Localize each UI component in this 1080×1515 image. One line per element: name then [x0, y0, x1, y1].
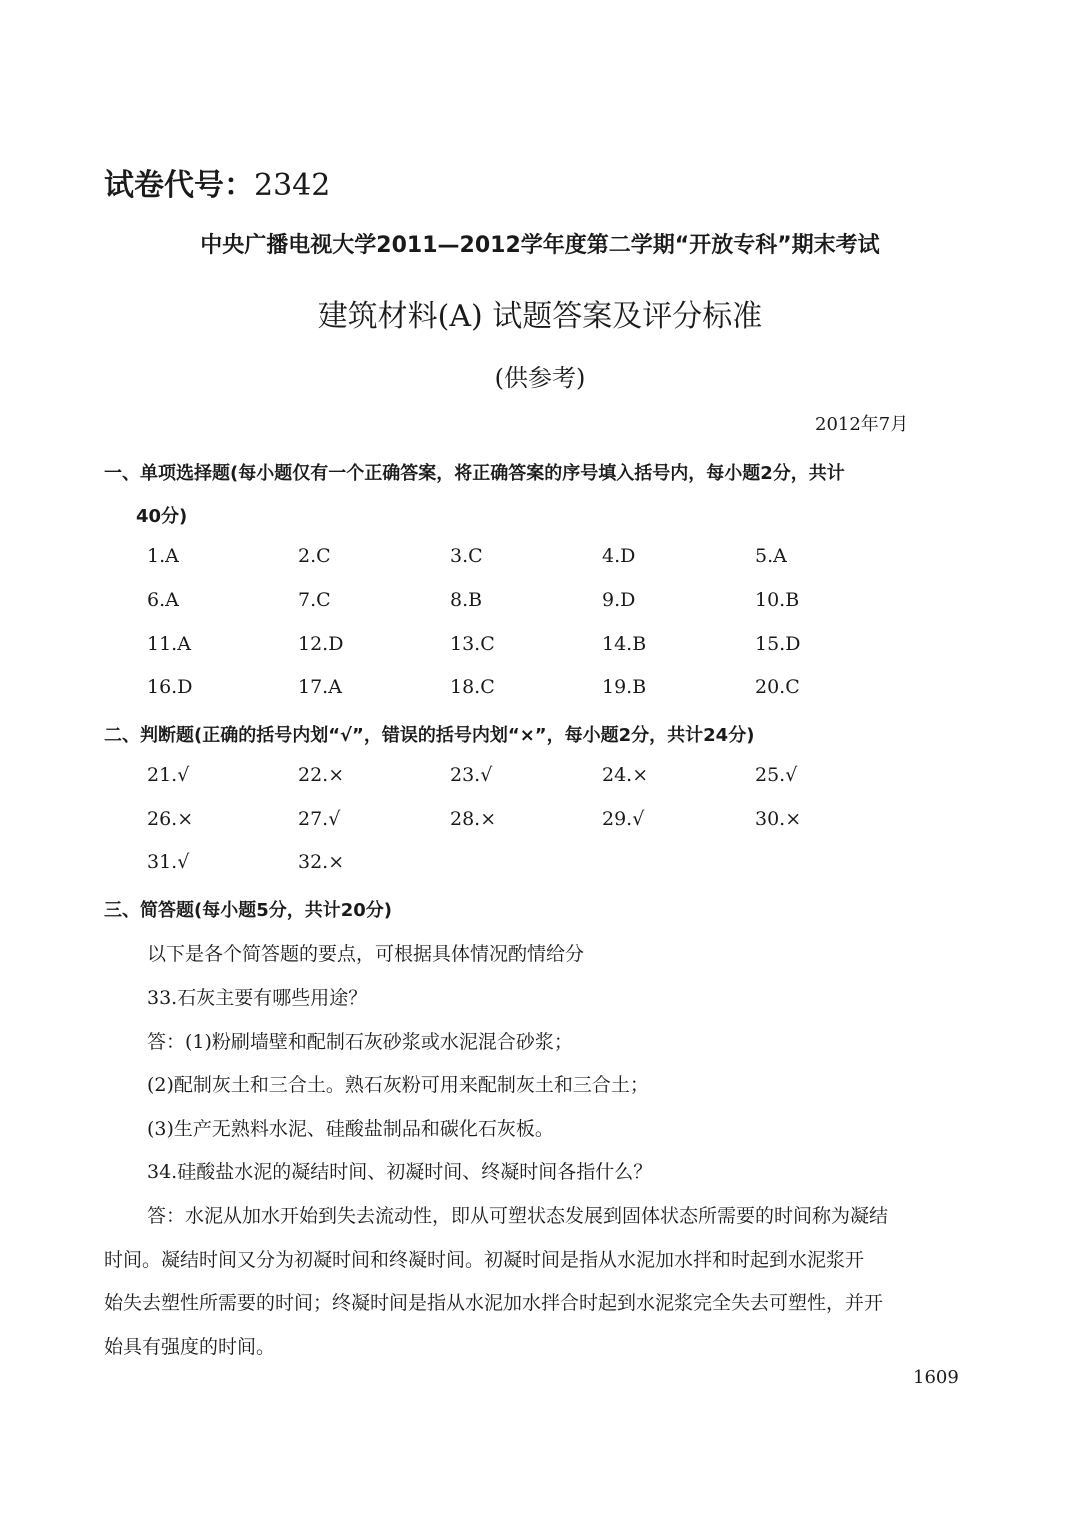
answer-item: 20.C [755, 676, 800, 698]
answer-item: 14.B [602, 633, 647, 655]
answer-item: 11.A [147, 633, 191, 655]
university-exam-line: 中央广播电视大学2011—2012学年度第二学期“开放专科”期末考试 [200, 233, 880, 258]
answer-item: 1.A [147, 545, 179, 567]
question-33: 33.石灰主要有哪些用途？ [147, 987, 368, 1009]
question-34: 34.硅酸盐水泥的凝结时间、初凝时间、终凝时间各指什么？ [147, 1161, 653, 1183]
section3-intro: 以下是各个简答题的要点，可根据具体情况酌情给分 [147, 943, 585, 965]
paper-code-value: 2342 [254, 168, 331, 203]
answer-item: 10.B [755, 589, 800, 611]
answer-item: 21.√ [147, 764, 190, 786]
paper-code [104, 160, 330, 204]
answer-item: 4.D [602, 545, 636, 567]
answer-item: 30.× [755, 808, 802, 830]
page-subtitle: (供参考) [494, 364, 586, 392]
answer-item: 6.A [147, 589, 179, 611]
answer-item: 5.A [755, 545, 787, 567]
answer-item: 27.√ [298, 808, 341, 830]
answer-item: 22.× [298, 764, 345, 786]
answer-item: 28.× [450, 808, 497, 830]
answer-item: 9.D [602, 589, 636, 611]
answer-item: 12.D [298, 633, 344, 655]
answer-item: 16.D [147, 676, 193, 698]
answer-item: 7.C [298, 589, 331, 611]
answer-item: 17.A [298, 676, 342, 698]
answer-34-line: 始失去塑性所需要的时间；终凝时间是指从水泥加水拌合时起到水泥浆完全失去可塑性，并开 [104, 1292, 884, 1314]
section2-heading: 二、判断题(正确的括号内划“√”，错误的括号内划“×”，每小题2分，共计24分) [104, 725, 755, 746]
answer-item: 15.D [755, 633, 801, 655]
answer-33-line: (3)生产无熟料水泥、硅酸盐制品和碳化石灰板。 [147, 1118, 554, 1140]
exam-date: 2012年7月 [815, 414, 909, 435]
answer-33-line: 答：(1)粉刷墙壁和配制石灰砂浆或水泥混合砂浆； [147, 1031, 573, 1053]
answer-34-line: 始具有强度的时间。 [104, 1336, 276, 1358]
page-number: 1609 [913, 1367, 959, 1388]
answer-item: 19.B [602, 676, 647, 698]
answer-item: 26.× [147, 808, 194, 830]
answer-34-line: 时间。凝结时间又分为初凝时间和终凝时间。初凝时间是指从水泥加水拌和时起到水泥浆开 [104, 1249, 865, 1271]
section1-heading: 一、单项选择题(每小题仅有一个正确答案，将正确答案的序号填入括号内，每小题2分，共计 [104, 463, 845, 484]
answer-34-line: 答：水泥从加水开始到失去流动性，即从可塑状态发展到固体状态所需要的时间称为凝结 [147, 1205, 889, 1227]
answer-item: 18.C [450, 676, 495, 698]
page-title: 建筑材料(A) 试题答案及评分标准 [317, 299, 763, 334]
answer-item: 24.× [602, 764, 649, 786]
section1-heading-cont: 40分) [136, 506, 188, 527]
section3-heading: 三、简答题(每小题5分，共计20分) [104, 900, 393, 921]
answer-item: 31.√ [147, 851, 190, 873]
answer-item: 29.√ [602, 808, 645, 830]
answer-item: 3.C [450, 545, 483, 567]
answer-item: 32.× [298, 851, 345, 873]
answer-item: 2.C [298, 545, 331, 567]
answer-33-line: (2)配制灰土和三合土。熟石灰粉可用来配制灰土和三合土； [147, 1074, 649, 1096]
answer-item: 8.B [450, 589, 483, 611]
answer-item: 13.C [450, 633, 495, 655]
answer-item: 23.√ [450, 764, 493, 786]
paper-code-label: 试卷代号： [104, 168, 254, 203]
answer-item: 25.√ [755, 764, 798, 786]
